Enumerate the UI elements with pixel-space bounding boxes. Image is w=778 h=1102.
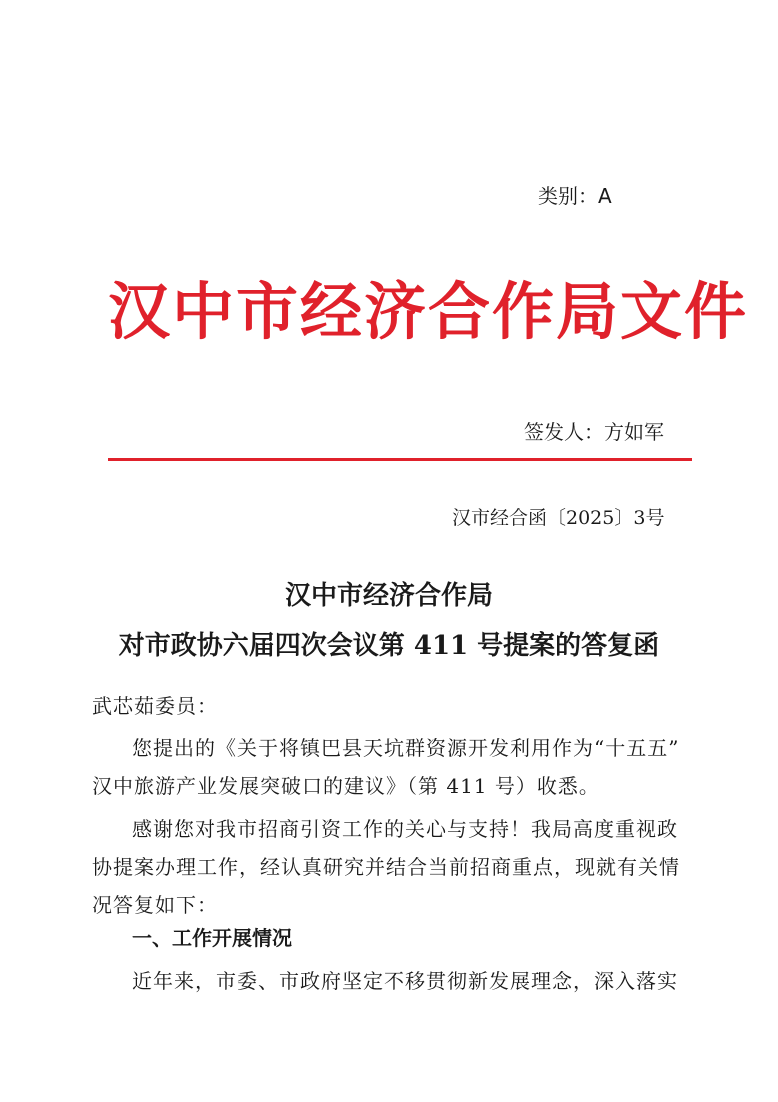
document-number: 汉市经合函〔2025〕3号 (452, 507, 665, 529)
document-title-line-2: 对市政协六届四次会议第 411 号提案的答复函 (118, 631, 660, 661)
paragraph-1-line-2: 汉中旅游产业发展突破口的建议》（第 411 号）收悉。 (92, 774, 600, 798)
paragraph-2-line-1: 感谢您对我市招商引资工作的关心与支持！我局高度重视政 (132, 817, 678, 841)
section-heading-1: 一、工作开展情况 (132, 926, 292, 950)
salutation: 武芯茹委员： (92, 694, 218, 718)
document-title-line-1: 汉中市经济合作局 (284, 581, 493, 611)
red-divider (108, 458, 692, 461)
paragraph-1-line-1: 您提出的《关于将镇巴县天坑群资源开发利用作为“十五五” (132, 736, 680, 760)
masthead-title: 汉中市经济合作局文件 (108, 275, 749, 348)
paragraph-2-line-3: 况答复如下： (92, 893, 218, 917)
document-category: 类别：A (538, 184, 612, 208)
paragraph-3-line-1: 近年来，市委、市政府坚定不移贯彻新发展理念，深入落实 (132, 969, 678, 993)
signer: 签发人：方如军 (524, 420, 664, 444)
paragraph-2-line-2: 协提案办理工作，经认真研究并结合当前招商重点，现就有关情 (92, 855, 680, 879)
